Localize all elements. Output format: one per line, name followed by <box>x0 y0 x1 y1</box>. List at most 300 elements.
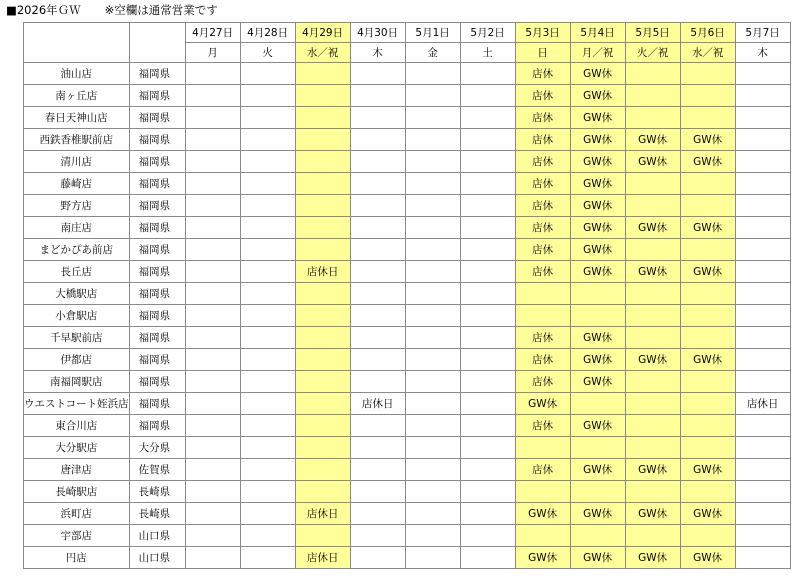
store-name: 小倉駅店 <box>24 305 130 327</box>
status-cell: GW休 <box>515 503 570 525</box>
status-cell <box>240 63 295 85</box>
status-cell <box>240 415 295 437</box>
header-pref-corner <box>129 23 185 63</box>
table-row <box>24 327 791 349</box>
status-cell <box>735 239 790 261</box>
weekday-header: 日 <box>515 43 570 63</box>
status-cell <box>185 85 240 107</box>
date-header: 5月7日 <box>735 23 790 43</box>
weekday-header: 水／祝 <box>295 43 350 63</box>
status-cell: GW休 <box>570 261 625 283</box>
status-cell <box>240 481 295 503</box>
status-cell <box>460 525 515 547</box>
weekday-header: 月 <box>185 43 240 63</box>
status-cell <box>625 481 680 503</box>
status-cell: 店休日 <box>350 393 405 415</box>
status-cell <box>240 503 295 525</box>
status-cell <box>735 195 790 217</box>
status-cell <box>735 503 790 525</box>
status-cell <box>350 107 405 129</box>
status-cell <box>460 239 515 261</box>
status-cell <box>680 393 735 415</box>
status-cell <box>680 239 735 261</box>
store-name: まどかぴあ前店 <box>24 239 130 261</box>
status-cell <box>460 371 515 393</box>
status-cell <box>405 459 460 481</box>
status-cell <box>625 371 680 393</box>
status-cell <box>295 327 350 349</box>
status-cell <box>350 217 405 239</box>
status-cell: GW休 <box>570 107 625 129</box>
status-cell: GW休 <box>625 349 680 371</box>
status-cell: GW休 <box>570 151 625 173</box>
status-cell <box>240 85 295 107</box>
date-header: 5月5日 <box>625 23 680 43</box>
store-name: 円店 <box>24 547 130 569</box>
prefecture: 福岡県 <box>129 129 185 151</box>
status-cell <box>405 217 460 239</box>
status-cell <box>405 371 460 393</box>
header-store-corner <box>24 23 130 63</box>
prefecture: 長崎県 <box>129 503 185 525</box>
status-cell <box>625 283 680 305</box>
status-cell <box>240 261 295 283</box>
status-cell <box>735 349 790 371</box>
status-cell <box>625 437 680 459</box>
store-name: 南ヶ丘店 <box>24 85 130 107</box>
status-cell <box>460 195 515 217</box>
status-cell: GW休 <box>570 547 625 569</box>
prefecture: 福岡県 <box>129 85 185 107</box>
status-cell: 店休 <box>515 415 570 437</box>
status-cell: GW休 <box>680 547 735 569</box>
status-cell <box>515 283 570 305</box>
status-cell <box>295 239 350 261</box>
status-cell: GW休 <box>570 503 625 525</box>
status-cell: GW休 <box>625 547 680 569</box>
status-cell: 店休日 <box>295 503 350 525</box>
status-cell <box>185 239 240 261</box>
store-name: 南福岡駅店 <box>24 371 130 393</box>
status-cell <box>240 437 295 459</box>
status-cell: GW休 <box>625 217 680 239</box>
store-name: 宇部店 <box>24 525 130 547</box>
status-cell <box>405 415 460 437</box>
status-cell <box>405 107 460 129</box>
date-header: 5月2日 <box>460 23 515 43</box>
status-cell <box>405 85 460 107</box>
status-cell: GW休 <box>625 459 680 481</box>
store-name: 南庄店 <box>24 217 130 239</box>
status-cell: 店休 <box>515 151 570 173</box>
note-text: ※空欄は通常営業です <box>104 3 218 17</box>
status-cell <box>295 305 350 327</box>
status-cell: 店休 <box>515 107 570 129</box>
status-cell <box>405 547 460 569</box>
status-cell <box>460 547 515 569</box>
status-cell <box>240 151 295 173</box>
store-name: ウエストコート姪浜店 <box>24 393 130 415</box>
status-cell <box>460 459 515 481</box>
status-cell <box>735 261 790 283</box>
status-cell <box>295 283 350 305</box>
table-row <box>24 239 791 261</box>
status-cell <box>295 459 350 481</box>
status-cell: GW休 <box>680 349 735 371</box>
status-cell <box>295 437 350 459</box>
table-row <box>24 393 791 415</box>
prefecture: 福岡県 <box>129 151 185 173</box>
table-row <box>24 195 791 217</box>
status-cell: GW休 <box>570 129 625 151</box>
status-cell: 店休 <box>515 195 570 217</box>
store-name: 大分駅店 <box>24 437 130 459</box>
status-cell <box>240 217 295 239</box>
status-cell <box>625 327 680 349</box>
status-cell <box>240 525 295 547</box>
status-cell <box>185 173 240 195</box>
page-title <box>6 2 218 18</box>
status-cell: GW休 <box>625 503 680 525</box>
status-cell <box>680 85 735 107</box>
status-cell: GW休 <box>515 547 570 569</box>
status-cell <box>185 459 240 481</box>
table-row <box>24 283 791 305</box>
status-cell <box>735 217 790 239</box>
status-cell <box>350 129 405 151</box>
status-cell <box>240 349 295 371</box>
table-row <box>24 305 791 327</box>
status-cell <box>405 239 460 261</box>
prefecture: 福岡県 <box>129 305 185 327</box>
status-cell <box>405 63 460 85</box>
status-cell: GW休 <box>570 85 625 107</box>
status-cell <box>680 415 735 437</box>
status-cell: GW休 <box>515 393 570 415</box>
table-row <box>24 481 791 503</box>
status-cell <box>350 437 405 459</box>
status-cell <box>460 151 515 173</box>
status-cell <box>295 415 350 437</box>
status-cell <box>515 481 570 503</box>
status-cell <box>460 173 515 195</box>
table-row <box>24 173 791 195</box>
status-cell <box>295 481 350 503</box>
status-cell <box>240 129 295 151</box>
status-cell <box>460 63 515 85</box>
status-cell: 店休 <box>515 85 570 107</box>
status-cell <box>570 437 625 459</box>
status-cell <box>515 437 570 459</box>
header-row-dates <box>24 23 791 43</box>
status-cell: 店休 <box>515 63 570 85</box>
status-cell <box>405 503 460 525</box>
table-row <box>24 63 791 85</box>
status-cell <box>405 305 460 327</box>
status-cell <box>680 305 735 327</box>
prefecture: 福岡県 <box>129 261 185 283</box>
store-name: 春日天神山店 <box>24 107 130 129</box>
status-cell: GW休 <box>570 239 625 261</box>
status-cell: GW休 <box>680 459 735 481</box>
status-cell <box>240 393 295 415</box>
status-cell <box>295 85 350 107</box>
status-cell <box>295 173 350 195</box>
status-cell <box>460 481 515 503</box>
date-header: 5月4日 <box>570 23 625 43</box>
status-cell <box>735 437 790 459</box>
table-body <box>24 23 791 569</box>
status-cell <box>185 305 240 327</box>
status-cell <box>240 327 295 349</box>
prefecture: 福岡県 <box>129 393 185 415</box>
status-cell <box>625 107 680 129</box>
status-cell <box>185 393 240 415</box>
status-cell <box>405 261 460 283</box>
table-row <box>24 525 791 547</box>
table-row <box>24 261 791 283</box>
status-cell <box>570 283 625 305</box>
table-row <box>24 503 791 525</box>
status-cell <box>570 481 625 503</box>
status-cell <box>460 393 515 415</box>
status-cell <box>185 261 240 283</box>
status-cell <box>295 107 350 129</box>
status-cell <box>185 547 240 569</box>
status-cell <box>185 217 240 239</box>
status-cell <box>680 481 735 503</box>
status-cell <box>240 305 295 327</box>
prefecture: 福岡県 <box>129 195 185 217</box>
table-row <box>24 459 791 481</box>
status-cell <box>350 481 405 503</box>
status-cell <box>625 195 680 217</box>
store-name: 長崎駅店 <box>24 481 130 503</box>
date-header: 5月6日 <box>680 23 735 43</box>
status-cell: GW休 <box>570 195 625 217</box>
status-cell: 店休 <box>515 459 570 481</box>
status-cell <box>240 107 295 129</box>
status-cell <box>240 459 295 481</box>
status-cell <box>625 85 680 107</box>
prefecture: 福岡県 <box>129 415 185 437</box>
status-cell <box>515 305 570 327</box>
status-cell <box>185 283 240 305</box>
table-row <box>24 151 791 173</box>
status-cell <box>350 261 405 283</box>
status-cell <box>625 173 680 195</box>
status-cell: GW休 <box>680 151 735 173</box>
status-cell <box>295 371 350 393</box>
status-cell <box>735 481 790 503</box>
status-cell <box>350 547 405 569</box>
status-cell <box>295 217 350 239</box>
store-name: 伊都店 <box>24 349 130 371</box>
status-cell <box>735 63 790 85</box>
date-header: 5月1日 <box>405 23 460 43</box>
status-cell <box>680 173 735 195</box>
status-cell <box>460 217 515 239</box>
status-cell <box>350 195 405 217</box>
status-cell <box>680 371 735 393</box>
status-cell <box>350 151 405 173</box>
prefecture: 山口県 <box>129 547 185 569</box>
date-header: 5月3日 <box>515 23 570 43</box>
status-cell <box>405 173 460 195</box>
status-cell: 店休 <box>515 173 570 195</box>
prefecture: 福岡県 <box>129 173 185 195</box>
status-cell <box>295 63 350 85</box>
status-cell: GW休 <box>570 349 625 371</box>
prefecture: 福岡県 <box>129 327 185 349</box>
table-row <box>24 437 791 459</box>
table-row <box>24 107 791 129</box>
status-cell <box>405 437 460 459</box>
gw-schedule-table <box>23 22 791 569</box>
status-cell <box>735 129 790 151</box>
status-cell <box>350 63 405 85</box>
status-cell <box>185 349 240 371</box>
status-cell <box>570 393 625 415</box>
date-header: 4月27日 <box>185 23 240 43</box>
status-cell <box>680 283 735 305</box>
status-cell: GW休 <box>680 503 735 525</box>
prefecture: 大分県 <box>129 437 185 459</box>
status-cell <box>735 151 790 173</box>
status-cell <box>350 459 405 481</box>
table-row <box>24 415 791 437</box>
status-cell <box>350 503 405 525</box>
prefecture: 山口県 <box>129 525 185 547</box>
status-cell <box>735 173 790 195</box>
store-name: 唐津店 <box>24 459 130 481</box>
status-cell <box>240 283 295 305</box>
status-cell: GW休 <box>570 173 625 195</box>
table-row <box>24 85 791 107</box>
status-cell <box>185 327 240 349</box>
status-cell <box>680 437 735 459</box>
status-cell <box>515 525 570 547</box>
store-name: 浜町店 <box>24 503 130 525</box>
prefecture: 長崎県 <box>129 481 185 503</box>
status-cell: GW休 <box>570 415 625 437</box>
status-cell <box>405 525 460 547</box>
weekday-header: 木 <box>350 43 405 63</box>
status-cell <box>185 107 240 129</box>
status-cell <box>735 547 790 569</box>
status-cell <box>625 525 680 547</box>
status-cell <box>295 393 350 415</box>
status-cell <box>735 371 790 393</box>
status-cell <box>295 129 350 151</box>
status-cell <box>350 305 405 327</box>
prefecture: 福岡県 <box>129 239 185 261</box>
table-row <box>24 547 791 569</box>
status-cell <box>735 525 790 547</box>
status-cell: 店休 <box>515 129 570 151</box>
status-cell <box>240 195 295 217</box>
status-cell <box>460 415 515 437</box>
status-cell <box>405 327 460 349</box>
status-cell <box>240 239 295 261</box>
status-cell <box>405 283 460 305</box>
status-cell <box>405 393 460 415</box>
status-cell <box>185 503 240 525</box>
weekday-header: 土 <box>460 43 515 63</box>
table-row <box>24 129 791 151</box>
status-cell <box>240 173 295 195</box>
status-cell <box>350 327 405 349</box>
status-cell <box>680 63 735 85</box>
status-cell <box>625 415 680 437</box>
status-cell: GW休 <box>570 63 625 85</box>
prefecture: 福岡県 <box>129 349 185 371</box>
store-name: 長丘店 <box>24 261 130 283</box>
status-cell <box>185 371 240 393</box>
status-cell <box>185 195 240 217</box>
status-cell: GW休 <box>625 151 680 173</box>
status-cell <box>735 459 790 481</box>
weekday-header: 金 <box>405 43 460 63</box>
date-header: 4月28日 <box>240 23 295 43</box>
prefecture: 福岡県 <box>129 63 185 85</box>
status-cell <box>350 85 405 107</box>
status-cell <box>460 107 515 129</box>
status-cell <box>295 151 350 173</box>
status-cell <box>460 305 515 327</box>
store-name: 大橋駅店 <box>24 283 130 305</box>
status-cell <box>460 283 515 305</box>
status-cell <box>240 371 295 393</box>
status-cell <box>680 107 735 129</box>
status-cell: 店休 <box>515 327 570 349</box>
status-cell: GW休 <box>570 327 625 349</box>
prefecture: 福岡県 <box>129 371 185 393</box>
status-cell <box>460 327 515 349</box>
status-cell <box>350 239 405 261</box>
status-cell: 店休 <box>515 371 570 393</box>
status-cell: 店休 <box>515 261 570 283</box>
status-cell <box>185 481 240 503</box>
status-cell <box>625 393 680 415</box>
weekday-header: 水／祝 <box>680 43 735 63</box>
status-cell <box>405 481 460 503</box>
status-cell <box>405 151 460 173</box>
table-row <box>24 217 791 239</box>
status-cell: 店休日 <box>295 261 350 283</box>
status-cell: 店休 <box>515 239 570 261</box>
status-cell <box>680 327 735 349</box>
status-cell: 店休日 <box>295 547 350 569</box>
status-cell <box>460 85 515 107</box>
status-cell: GW休 <box>680 261 735 283</box>
status-cell <box>625 239 680 261</box>
status-cell <box>295 525 350 547</box>
status-cell <box>295 349 350 371</box>
status-cell <box>625 63 680 85</box>
status-cell <box>185 151 240 173</box>
status-cell <box>735 305 790 327</box>
status-cell <box>350 173 405 195</box>
status-cell <box>350 371 405 393</box>
status-cell <box>405 195 460 217</box>
status-cell: GW休 <box>680 129 735 151</box>
weekday-header: 火 <box>240 43 295 63</box>
status-cell: GW休 <box>570 217 625 239</box>
status-cell <box>570 305 625 327</box>
store-name: 千早駅前店 <box>24 327 130 349</box>
store-name: 東合川店 <box>24 415 130 437</box>
